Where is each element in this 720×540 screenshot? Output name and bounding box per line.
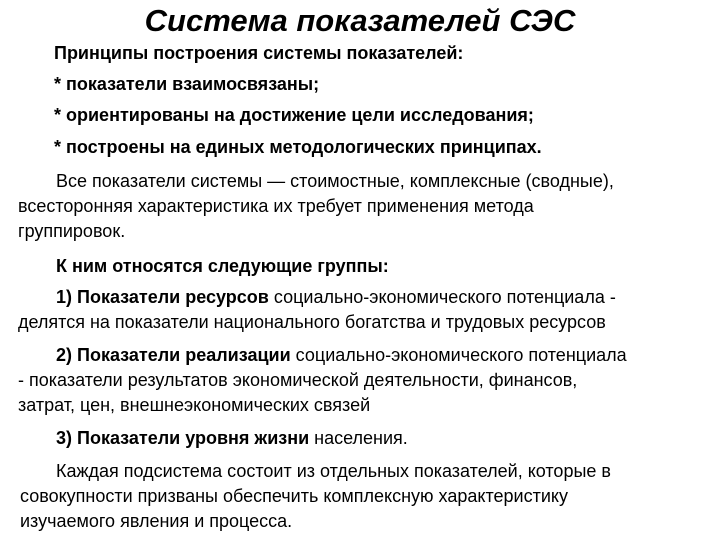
group-2-line: - показатели результатов экономической деятельности, финансов, <box>18 370 578 390</box>
conclusion-line: Каждая подсистема состоит из отдельных показателей, которые в <box>56 461 611 481</box>
group-2-lead: 2) Показатели реализации <box>56 345 291 365</box>
principles-heading: Принципы построения системы показателей: <box>54 43 464 63</box>
conclusion-line: совокупности призваны обеспечить комплексную характеристику <box>20 486 568 506</box>
intro-line: Все показатели системы — стоимостные, комплексные (сводные), <box>56 171 614 191</box>
principle-item: * построены на единых методологических принципах. <box>54 137 542 157</box>
group-2-line: затрат, цен, внешнеэкономических связей <box>18 395 371 415</box>
principle-item: * показатели взаимосвязаны; <box>54 74 320 94</box>
group-2-rest: социально-экономического потенциала <box>290 345 627 365</box>
intro-line: группировок. <box>18 221 126 241</box>
group-3-rest: населения. <box>309 428 408 448</box>
group-1-line: делятся на показатели национального богатства и трудовых ресурсов <box>18 312 606 332</box>
groups-heading: К ним относятся следующие группы: <box>56 256 389 276</box>
group-1-lead: 1) Показатели ресурсов <box>56 287 269 307</box>
group-1-rest: социально-экономического потенциала - <box>268 287 616 307</box>
group-3-lead: 3) Показатели уровня жизни <box>56 428 310 448</box>
slide-title: Система показателей СЭС <box>144 3 576 38</box>
group-1-line <box>0 285 720 309</box>
principle-item: * ориентированы на достижение цели исследования; <box>54 105 534 125</box>
intro-line: всесторонняя характеристика их требует применения метода <box>18 196 534 216</box>
group-2-line <box>0 343 720 367</box>
conclusion-line: изучаемого явления и процесса. <box>20 511 293 531</box>
group-3-line <box>0 426 720 450</box>
